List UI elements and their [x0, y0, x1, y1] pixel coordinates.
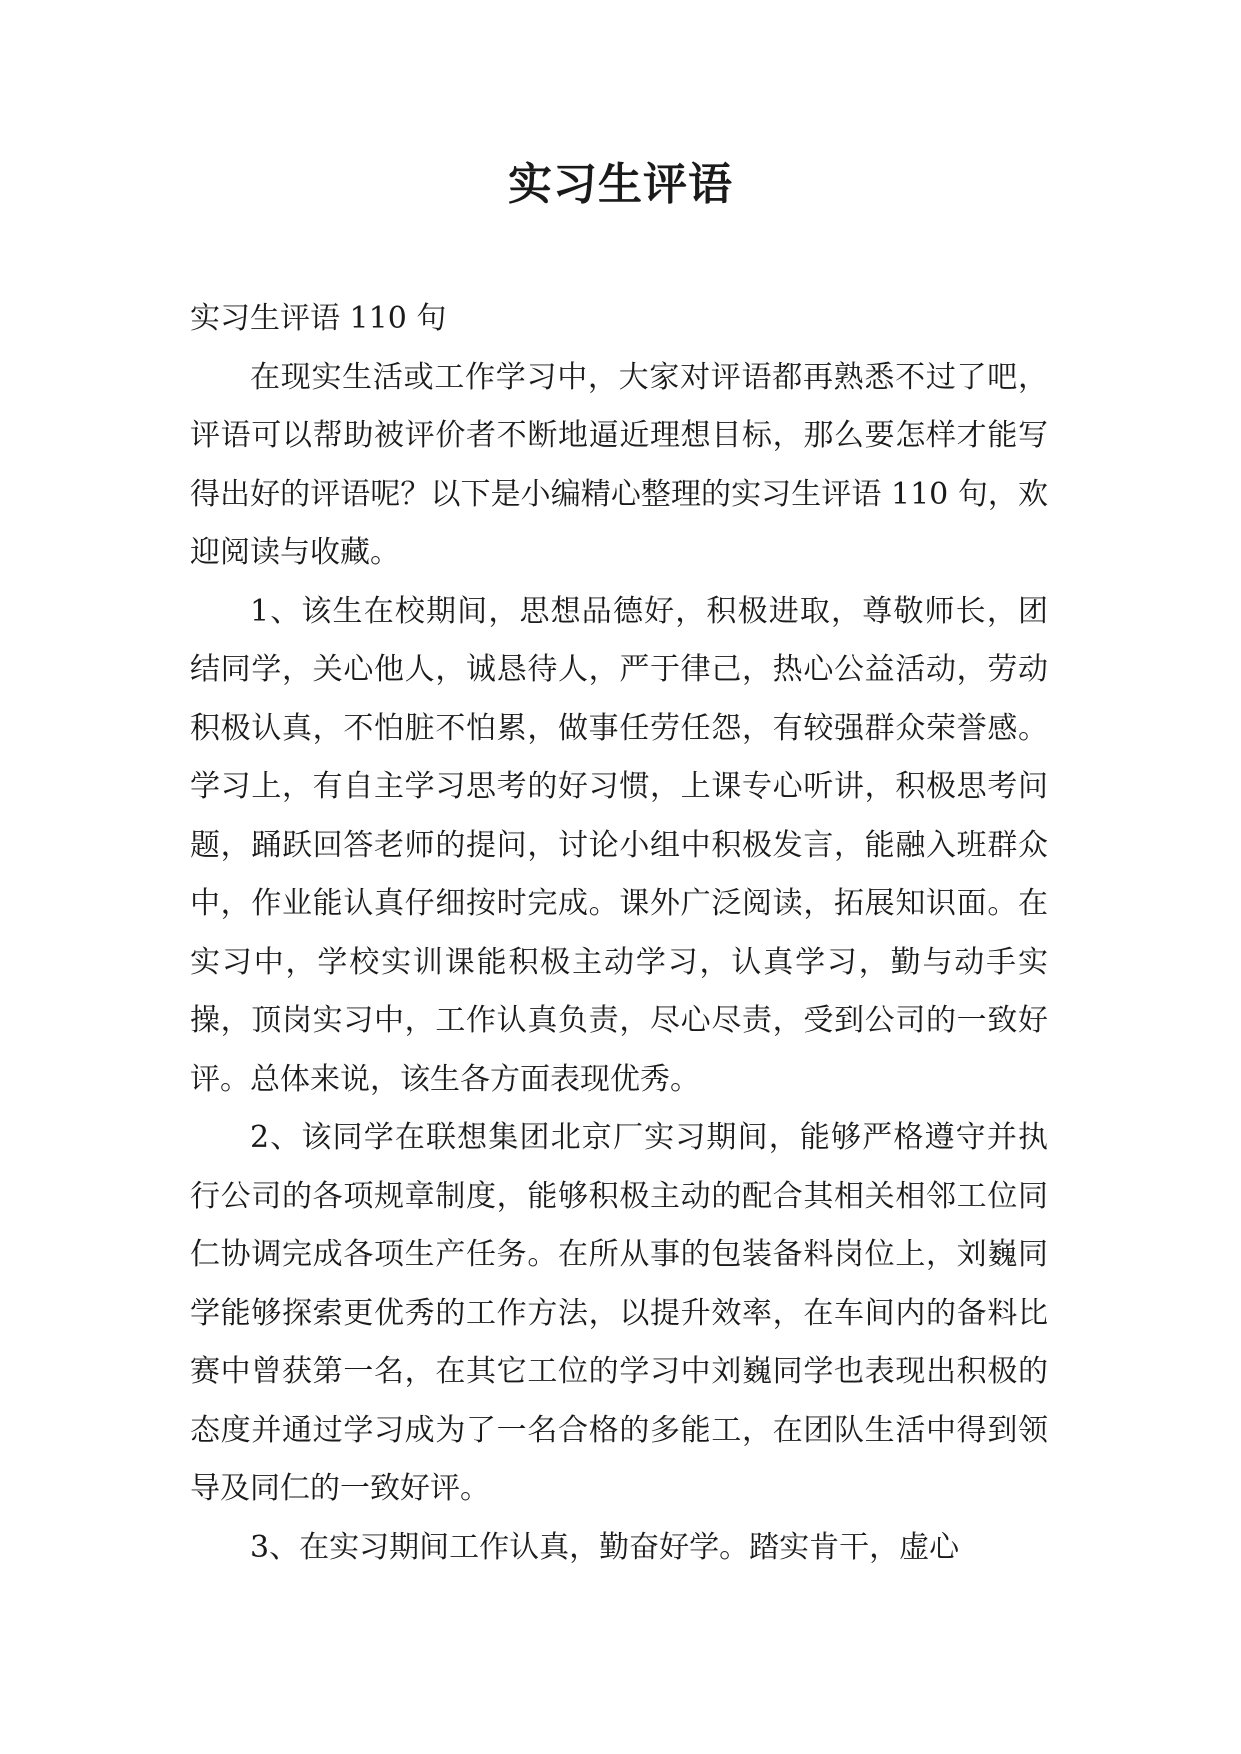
comment-paragraph-2: 2、该同学在联想集团北京厂实习期间，能够严格遵守并执行公司的各项规章制度，能够积极主动的配合其相关相邻工位同仁协调完成各项生产任务。在所从事的包装备料岗位上，刘巍同学能够探索更优秀的工作方法，以提升效率，在车间内的备料比赛中曾获第一名，在其它工位的学习中刘巍同学也表现出积极的态度并通过学习成为了一名合格的多能工，在团队生活中得到领导及同仁的一致好评。 — [190, 1120, 1048, 1506]
document-title: 实习生评语 — [508, 159, 733, 210]
document-subtitle: 实习生评语 110 句 — [190, 301, 447, 336]
intro-paragraph: 在现实生活或工作学习中，大家对评语都再熟悉不过了吧，评语可以帮助被评价者不断地逼近理想目标，那么要怎样才能写得出好的评语呢？以下是小编精心整理的实习生评语 110 句，欢迎阅读与收藏。 — [190, 359, 1048, 570]
document-body — [190, 290, 1048, 1577]
comment-paragraph-3: 3、在实习期间工作认真，勤奋好学。踏实肯干，虚心 — [250, 1529, 960, 1565]
comment-paragraph-1: 1、该生在校期间，思想品德好，积极进取，尊敬师长，团结同学，关心他人，诚恳待人，严于律己，热心公益活动，劳动积极认真，不怕脏不怕累，做事任劳任怨，有较强群众荣誉感。学习上，有自主学习思考的好习惯，上课专心听讲，积极思考问题，踊跃回答老师的提问，讨论小组中积极发言，能融入班群众中，作业能认真仔细按时完成。课外广泛阅读，拓展知识面。在实习中，学校实训课能积极主动学习，认真学习，勤与动手实操，顶岗实习中，工作认真负责，尽心尽责，受到公司的一致好评。总体来说，该生各方面表现优秀。 — [190, 593, 1048, 1097]
